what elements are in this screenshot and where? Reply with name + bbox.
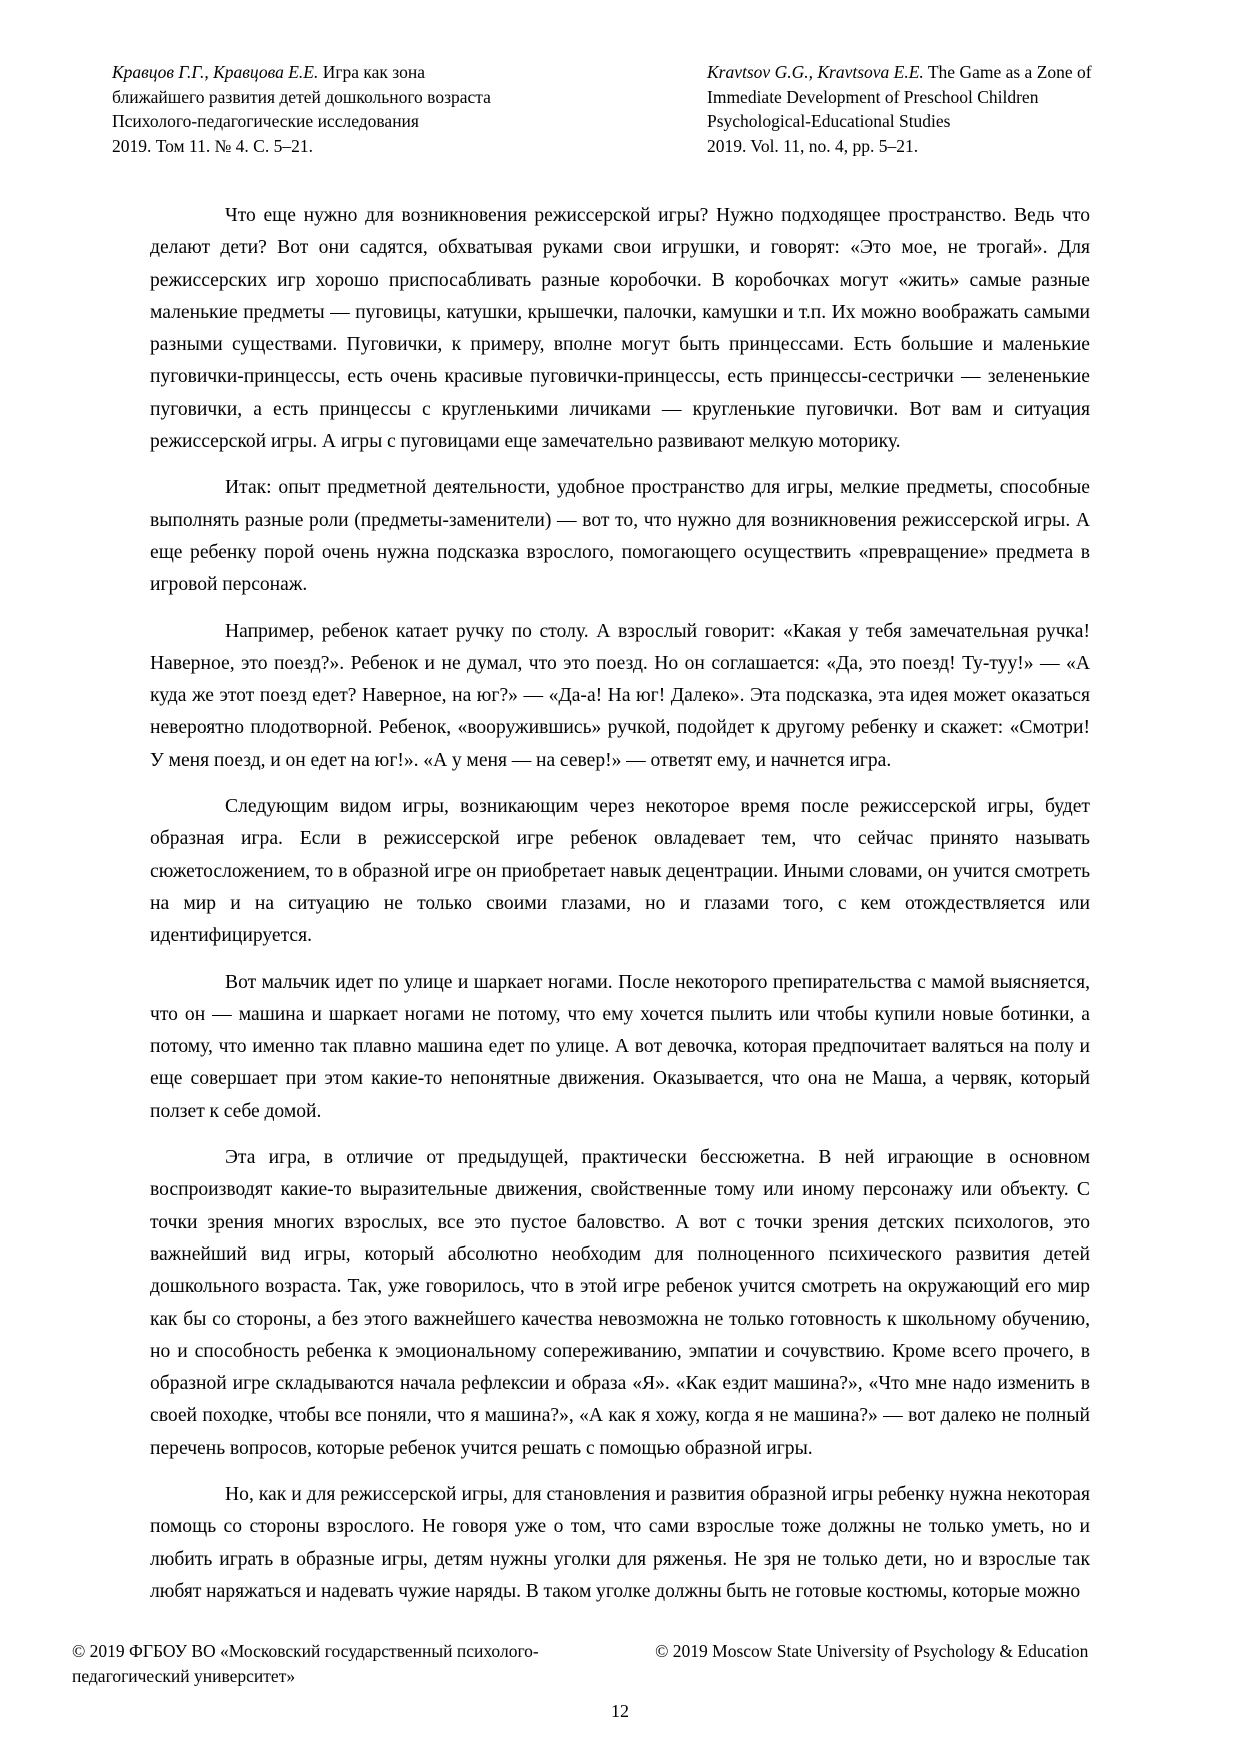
body-paragraph: Например, ребенок катает ручку по столу. А взрослый говорит: «Какая у тебя замечательная ручка! Наверное, это поезд?». Ребенок и не думал, что это поезд. Но он соглашается: «Да, это поезд! Ту-туу!» — «А куда же этот поезд едет? Наверное, на юг?» — «Да-а! На юг! Далеко». Эта подсказка, эта идея может оказаться невероятно плодотворной. Ребенок, «вооружившись» ручкой, подойдет к другому ребенку и скажет: «Смотри! У меня поезд, и он едет на юг!». «А у меня — на север!» — ответят ему, и начнется игра. (150, 620, 1090, 771)
body-paragraph: Но, как и для режиссерской игры, для становления и развития образной игры ребенку нужна некоторая помощь со стороны взрослого. Не говоря уже о том, что сами взрослые тоже должны не только уметь, но и любить играть в образные игры, детям нужны уголки для ряженья. Не зря не только дети, но и взрослые так любят наряжаться и надевать чужие наряды. В таком уголке должны быть не готовые костюмы, которые можно (150, 1483, 1090, 1602)
running-head-ru-journal: Психолого-педагогические исследования (112, 111, 419, 131)
page-number: 12 (611, 1701, 629, 1721)
body-paragraph: Следующим видом игры, возникающим через некоторое время после режиссерской игры, будет образная игра. Если в режиссерской игре ребенок овладевает тем, что сейчас принято называть сюжетосложением, то в образной игре он приобретает навык децентрации. Иными словами, он учится смотреть на мир и на ситуацию не только своими глазами, но и глазами того, с кем отождествляется или идентифицируется. (150, 796, 1090, 947)
footer-en-line1: © 2019 Moscow State University of Psychology & Education (655, 1641, 1089, 1661)
running-head-russian (112, 60, 637, 158)
footer-ru-line2: педагогический университет» (72, 1666, 296, 1686)
running-head-ru-title-part2: ближайшего развития детей дошкольного возраста (112, 86, 491, 107)
running-head-ru-authors: Кравцов Г.Г., Кравцова Е.Е. (112, 62, 319, 82)
body-paragraph: Эта игра, в отличие от предыдущей, практически бессюжетна. В ней играющие в основном воспроизводят какие-то выразительные движения, свойственные тому или иному персонажу или объекту. С точки зрения многих взрослых, все это пустое баловство. А вот с точки зрения детских психологов, это важнейший вид игры, который абсолютно необходим для полноценного психического развития детей дошкольного возраста. Так, уже говорилось, что в этой игре ребенок учится смотреть на окружающий его мир как бы со стороны, а без этого важнейшего качества невозможна не только готовность к школьному обучению, но и способность ребенка к эмоциональному сопереживанию, эмпатии и сочувствию. Кроме всего прочего, в образной игре складываются начала рефлексии и образа «Я». «Как ездит машина?», «Что мне надо изменить в своей походке, чтобы все поняли, что я машина?», «А как я хожу, когда я не машина?» — вот далеко не полный перечень вопросов, которые ребенок учится решать с помощью образной игры. (150, 1147, 1090, 1459)
running-head-ru-line1 (112, 60, 637, 85)
body-paragraph: Что еще нужно для возникновения режиссерской игры? Нужно подходящее пространство. Ведь что делают дети? Вот они садятся, обхватывая руками свои игрушки, и говорят: «Это мое, не трогай». Для режиссерских игр хорошо приспосабливать разные коробочки. В коробочках могут «жить» самые разные маленькие предметы — пуговицы, катушки, крышечки, палочки, камушки и т.п. Их можно воображать самыми разными существами. Пуговички, к примеру, вполне могут быть принцессами. Есть большие и маленькие пуговички-принцессы, есть очень красивые пуговички-принцессы, есть принцессы-сестрички — зелененькие пуговички, а есть принцессы с кругленькими личиками — кругленькие пуговички. Вот вам и ситуация режиссерской игры. А игры с пуговицами еще замечательно развивают мелкую моторику. (150, 205, 1090, 453)
running-head-ru-title-part1: Игра как зона (318, 62, 426, 82)
running-head-en-title-part1: The Game as a Zone of (923, 62, 1092, 82)
footer-ru-line1: © 2019 ФГБОУ ВО «Московский государственный психолого- (72, 1641, 539, 1661)
running-head (112, 60, 1162, 158)
running-head-ru-issue: 2019. Том 11. № 4. С. 5–21. (112, 135, 313, 156)
body-paragraph: Итак: опыт предметной деятельности, удобное пространство для игры, мелкие предметы, способные выполнять разные роли (предметы-заменители) — вот то, что нужно для возникновения режиссерской игры. А еще ребенку порой очень нужна подсказка взрослого, помогающего осуществить «превращение» предмета в игровой персонаж. (150, 477, 1090, 596)
running-head-en-issue: 2019. Vol. 11, no. 4, pp. 5–21. (707, 135, 919, 156)
running-head-en-journal: Psychological-Educational Studies (707, 111, 951, 131)
body-paragraph: Вот мальчик идет по улице и шаркает ногами. После некоторого препирательства с мамой выясняется, что он — машина и шаркает ногами не потому, что ему хочется пылить или чтобы купили новые ботинки, а потому, что именно так плавно машина едет по улице. А вот девочка, которая предпочитает валяться на полу и еще совершает при этом какие-то непонятные движения. Оказывается, что она не Маша, а червяк, который ползет к себе домой. (150, 971, 1090, 1122)
page-footer (72, 1639, 1178, 1689)
footer-copyright-russian (72, 1639, 647, 1689)
running-head-english (637, 60, 1162, 158)
body-text (150, 200, 1090, 1608)
footer-copyright-english (647, 1639, 1178, 1689)
running-head-en-line1 (707, 60, 1162, 85)
running-head-en-authors: Kravtsov G.G., Kravtsova E.E. (707, 62, 924, 82)
running-head-en-title-part2: Immediate Development of Preschool Children (707, 86, 1039, 107)
